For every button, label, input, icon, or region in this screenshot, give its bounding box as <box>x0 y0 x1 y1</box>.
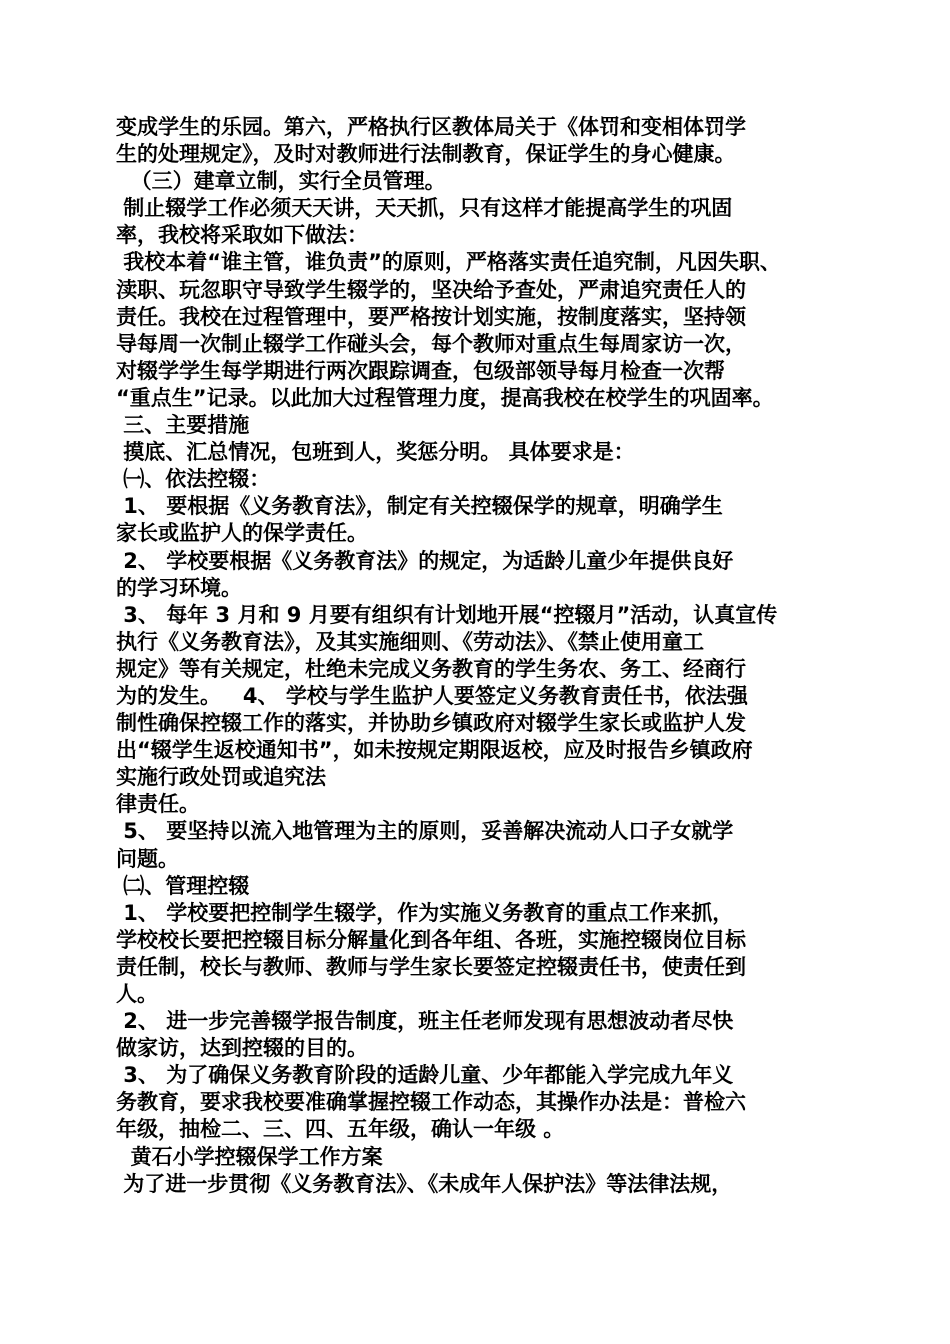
document-line: 为了进一步贯彻《义务教育法》、《未成年人保护法》等法律法规， <box>116 1171 733 1196</box>
document-line: 3、 为了确保义务教育阶段的适龄儿童、少年都能入学完成九年义 <box>116 1063 734 1088</box>
document-line: 我校本着“谁主管，谁负责”的原则，严格落实责任追究制，凡因失职、 <box>116 250 781 275</box>
document-line: 家长或监护人的保学责任。 <box>116 521 368 546</box>
document-line: 5、 要坚持以流入地管理为主的原则，妥善解决流动人口子女就学 <box>116 819 734 844</box>
document-line: 问题。 <box>116 846 179 871</box>
document-line: 责任。我校在过程管理中，要严格按计划实施，按制度落实，坚持领 <box>116 304 746 329</box>
document-line: “重点生”记录。以此加大过程管理力度，提高我校在校学生的巩固率。 <box>116 385 774 410</box>
document-line: 的学习环境。 <box>116 575 242 600</box>
document-line: 黄石小学控辍保学工作方案 <box>116 1144 383 1169</box>
document-line: 3、 每年 3 月和 9 月要有组织有计划地开展“控辍月”活动，认真宣传 <box>116 602 778 627</box>
document-line: ㈠、依法控辍： <box>116 467 271 492</box>
document-line: 规定》等有关规定，杜绝未完成义务教育的学生务农、务工、经商行 <box>116 656 746 681</box>
document-line: 年级，抽检二、三、四、五年级，确认一年级 。 <box>116 1117 565 1142</box>
document-line: 实施行政处罚或追究法 <box>116 765 326 790</box>
document-line: 务教育，要求我校要准确掌握控辍工作动态，其操作办法是：普检六 <box>116 1090 746 1115</box>
document-line: 制性确保控辍工作的落实，并协助乡镇政府对辍学生家长或监护人发 <box>116 711 746 736</box>
document-line: 2、 学校要根据《义务教育法》的规定，为适龄儿童少年提供良好 <box>116 548 734 573</box>
document-line: 渎职、玩忽职守导致学生辍学的，坚决给予查处，严肃追究责任人的 <box>116 277 746 302</box>
document-line: （三）建章立制，实行全员管理。 <box>116 169 446 194</box>
document-line: 生的处理规定》，及时对教师进行法制教育，保证学生的身心健康。 <box>116 142 736 167</box>
document-line: 责任制，校长与教师、教师与学生家长要签定控辍责任书，使责任到 <box>116 954 746 979</box>
document-line: 人。 <box>116 982 158 1006</box>
document-line: 导每周一次制止辍学工作碰头会，每个教师对重点生每周家访一次， <box>116 331 746 356</box>
document-line: 执行《义务教育法》，及其实施细则、《劳动法》、《禁止使用童工 <box>116 629 704 654</box>
document-line: 1、 学校要把控制学生辍学，作为实施义务教育的重点工作来抓， <box>116 900 734 925</box>
document-line: 三、主要措施 <box>116 413 250 438</box>
document-line: 摸底、汇总情况，包班到人，奖惩分明。 具体要求是： <box>116 440 635 465</box>
document-line: 出“辍学生返校通知书”，如未按规定期限返校，应及时报告乡镇政府 <box>116 738 753 763</box>
document-body <box>116 114 856 1198</box>
document-line: 对辍学学生每学期进行两次跟踪调查，包级部领导每月检查一次帮 <box>116 358 725 383</box>
document-line: 律责任。 <box>116 792 200 817</box>
document-line: 2、 进一步完善辍学报告制度，班主任老师发现有思想波动者尽快 <box>116 1009 734 1034</box>
document-line: 变成学生的乐园。第六，严格执行区教体局关于《体罚和变相体罚学 <box>116 115 746 139</box>
document-line: 制止辍学工作必须天天讲，天天抓，只有这样才能提高学生的巩固 <box>116 196 733 221</box>
document-line: 1、 要根据《义务教育法》，制定有关控辍保学的规章，明确学生 <box>116 494 723 519</box>
document-line: ㈡、管理控辍 <box>116 873 250 898</box>
document-line: 为的发生。 4、 学校与学生监护人要签定义务教育责任书，依法强 <box>116 683 748 708</box>
document-line: 学校校长要把控辍目标分解量化到各年组、各班，实施控辍岗位目标 <box>116 927 746 952</box>
document-line: 做家访，达到控辍的目的。 <box>116 1036 368 1061</box>
document-line: 率，我校将采取如下做法： <box>116 223 368 248</box>
